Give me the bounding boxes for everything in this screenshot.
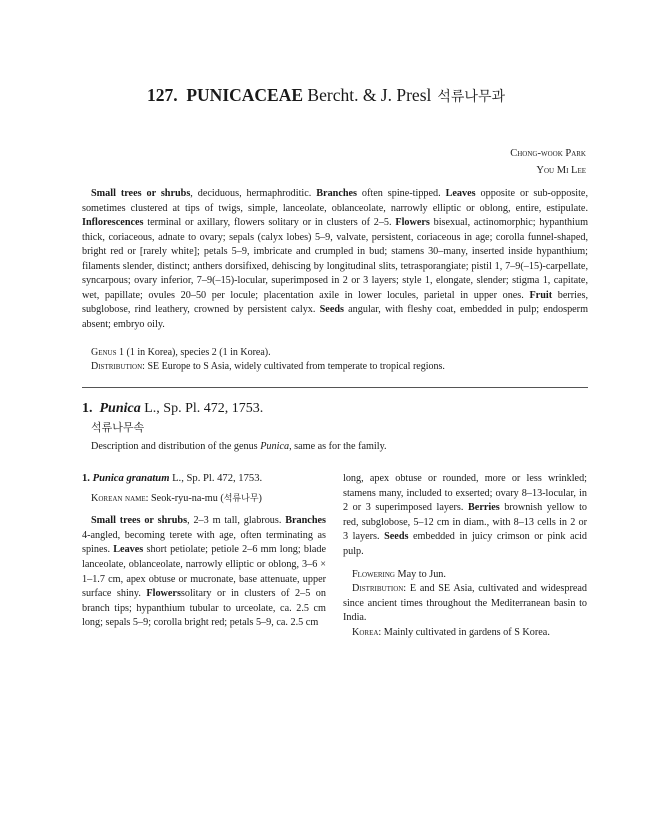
species-desc-branches: 4-angled, becoming terete with age, often terminating as spines. (82, 529, 326, 556)
genus-korean-name: 석류나무속 (91, 421, 145, 434)
family-desc-label-inflorescences: Inflorescences (82, 217, 144, 228)
korea-label: Korea: (352, 626, 382, 638)
family-desc-label-leaves: Leaves (445, 188, 476, 199)
family-desc-flowers: bisexual, actinomorphic; hypanthium thick, coriaceous, adnate to ovary; sepals (calyx lobes) 5–9, valvate, persistent, coriaceous in age; corolla funnel-shaped, bright red or [rarely white]; petals 5–9, imbricate and crumpled in bud; stamens 30–many, inserted inside hypanthium; filaments slender, distinct; anthers dorsifixed, dehiscing by longitudinal slits, tetrasporangiate; pistil 1, 7–9(–15)-carpellate, syncarpous; ovary inferior, 7–9(–15)-locular, superimposed in 2 or 3 layers; style 1, elongate, slender; stigma 1, capitate, wet, papillate; ovules 20–50 per locule; placentation axile in lower locules, parietal in upper ones. (82, 217, 589, 301)
family-desc-label-fruit: Fruit (529, 289, 553, 301)
genus-heading (82, 400, 263, 418)
authors (510, 145, 586, 179)
genus-name: Punica (99, 401, 141, 416)
family-description (82, 187, 588, 332)
species-column-right (343, 472, 587, 641)
korean-name-hangul: 석류나무 (223, 493, 259, 504)
family-title (0, 84, 652, 108)
species-desc-label-leaves: Leaves (113, 544, 144, 556)
family-desc-leaves: opposite or sub-opposite, sometimes clustered at tips of twigs, simple, lanceolate, oblanceolate, narrowly elliptic or oblong, entire, estipulate. (82, 188, 588, 214)
species-distribution (343, 582, 587, 626)
family-distribution (91, 360, 445, 374)
family-korean-name: 석류나무과 (437, 89, 505, 105)
korea-text: Mainly cultivated in gardens of S Korea. (381, 626, 550, 638)
distribution-label: Distribution: (352, 583, 407, 595)
species-desc-flowers-part2: long, apex obtuse or rounded, more or less wrinkled; stamens many, included to exserted; ovary 8–13-locular, in 2 or 3 superimposed layers. (343, 473, 587, 514)
flowering-label: Flowering (352, 568, 395, 580)
genus-citation: L., Sp. Pl. 472, 1753. (140, 401, 264, 416)
species-desc-berries: brownish yellow to red, subglobose, 5–12 cm in diam., with 8–13 cells in 2 or 3 layers. (343, 502, 587, 543)
family-desc-inflorescences: terminal or axillary, flowers solitary or in clusters of 2–5. (143, 217, 396, 228)
species-korean-name (82, 492, 326, 507)
species-number: 1. (82, 473, 90, 484)
genus-count (91, 346, 271, 360)
genus-number: 1. (82, 401, 93, 416)
family-number: 127. (146, 85, 178, 105)
species-heading (82, 472, 326, 487)
species-desc-label-seeds: Seeds (384, 531, 409, 543)
flowering-text: May to Jun. (395, 568, 446, 580)
section-divider (82, 387, 588, 388)
genus-desc-post: , same as for the family. (289, 441, 387, 452)
species-desc-leaves: short petiolate; petiole 2–6 mm long; blade lanceolate, oblanceolate, narrowly elliptic or oblong, 3–6 × 1–1.7 cm, apex obtuse or mucronate, base attenuate, upper surface shiny. (82, 544, 326, 600)
species-desc-seeds: embedded in juicy crimson or pink acid pulp. (343, 531, 587, 557)
species-desc-label-habit: Small trees or shrubs (91, 515, 188, 527)
species-column-left (82, 472, 326, 631)
korean-name-label: Korean name: (91, 492, 149, 504)
genus-desc-name: Punica (260, 441, 290, 452)
species-desc-label-berries: Berries (468, 502, 500, 514)
genus-description (91, 439, 387, 454)
family-desc-label-seeds: Seeds (319, 304, 344, 315)
korean-name-value: Seok-ryu-na-mu ( (148, 492, 224, 504)
korean-name-close: ) (258, 492, 262, 504)
family-desc-label-habit: Small trees or shrubs (91, 188, 191, 199)
species-desc-flowers-part1: solitary or in clusters of 2–5 on branch tips; hypanthium tubular to urceolate, ca. 2.5 cm long; sepals 5–9; corolla bright red; petals 5–9, ca. 2.5 cm (82, 588, 326, 629)
species-desc-label-branches: Branches (285, 515, 326, 527)
family-desc-seeds: angular, with fleshy coat, embedded in pulp; endosperm absent; embryo oily. (82, 304, 588, 330)
family-desc-label-branches: Branches (316, 188, 357, 199)
family-desc-branches: often spine-tipped. (357, 188, 446, 199)
family-distribution-label: Distribution: (91, 361, 145, 372)
family-authority: Bercht. & J. Presl (307, 85, 432, 105)
species-name: Punica granatum (92, 473, 170, 484)
family-desc-habit: , deciduous, hermaphroditic. (190, 188, 317, 199)
species-description-continued (343, 472, 587, 560)
genus-count-label: Genus (91, 347, 117, 358)
family-distribution-text: SE Europe to S Asia, widely cultivated from temperate to tropical regions. (144, 361, 445, 372)
species-desc-label-flowers: Flowers (146, 588, 181, 600)
genus-desc-pre: Description and distribution of the genus (91, 441, 261, 452)
author-1: Chong-wook Park (510, 148, 586, 159)
species-description (82, 514, 326, 631)
family-name: PUNICACEAE (186, 85, 304, 105)
distribution-text: E and SE Asia, cultivated and widespread since ancient times throughout the Mediterranean basin to India. (343, 583, 587, 624)
species-citation: L., Sp. Pl. 472, 1753. (169, 473, 263, 484)
species-korea (343, 626, 587, 641)
species-flowering (343, 568, 587, 583)
family-desc-fruit: berries, subglobose, rind leathery, crowned by persistent calyx. (82, 289, 588, 315)
author-2: You Mi Lee (536, 165, 586, 176)
species-desc-habit: , 2–3 m tall, glabrous. (187, 515, 286, 527)
genus-count-text: 1 (1 in Korea), species 2 (1 in Korea). (116, 347, 271, 358)
family-desc-label-flowers: Flowers (395, 217, 430, 228)
